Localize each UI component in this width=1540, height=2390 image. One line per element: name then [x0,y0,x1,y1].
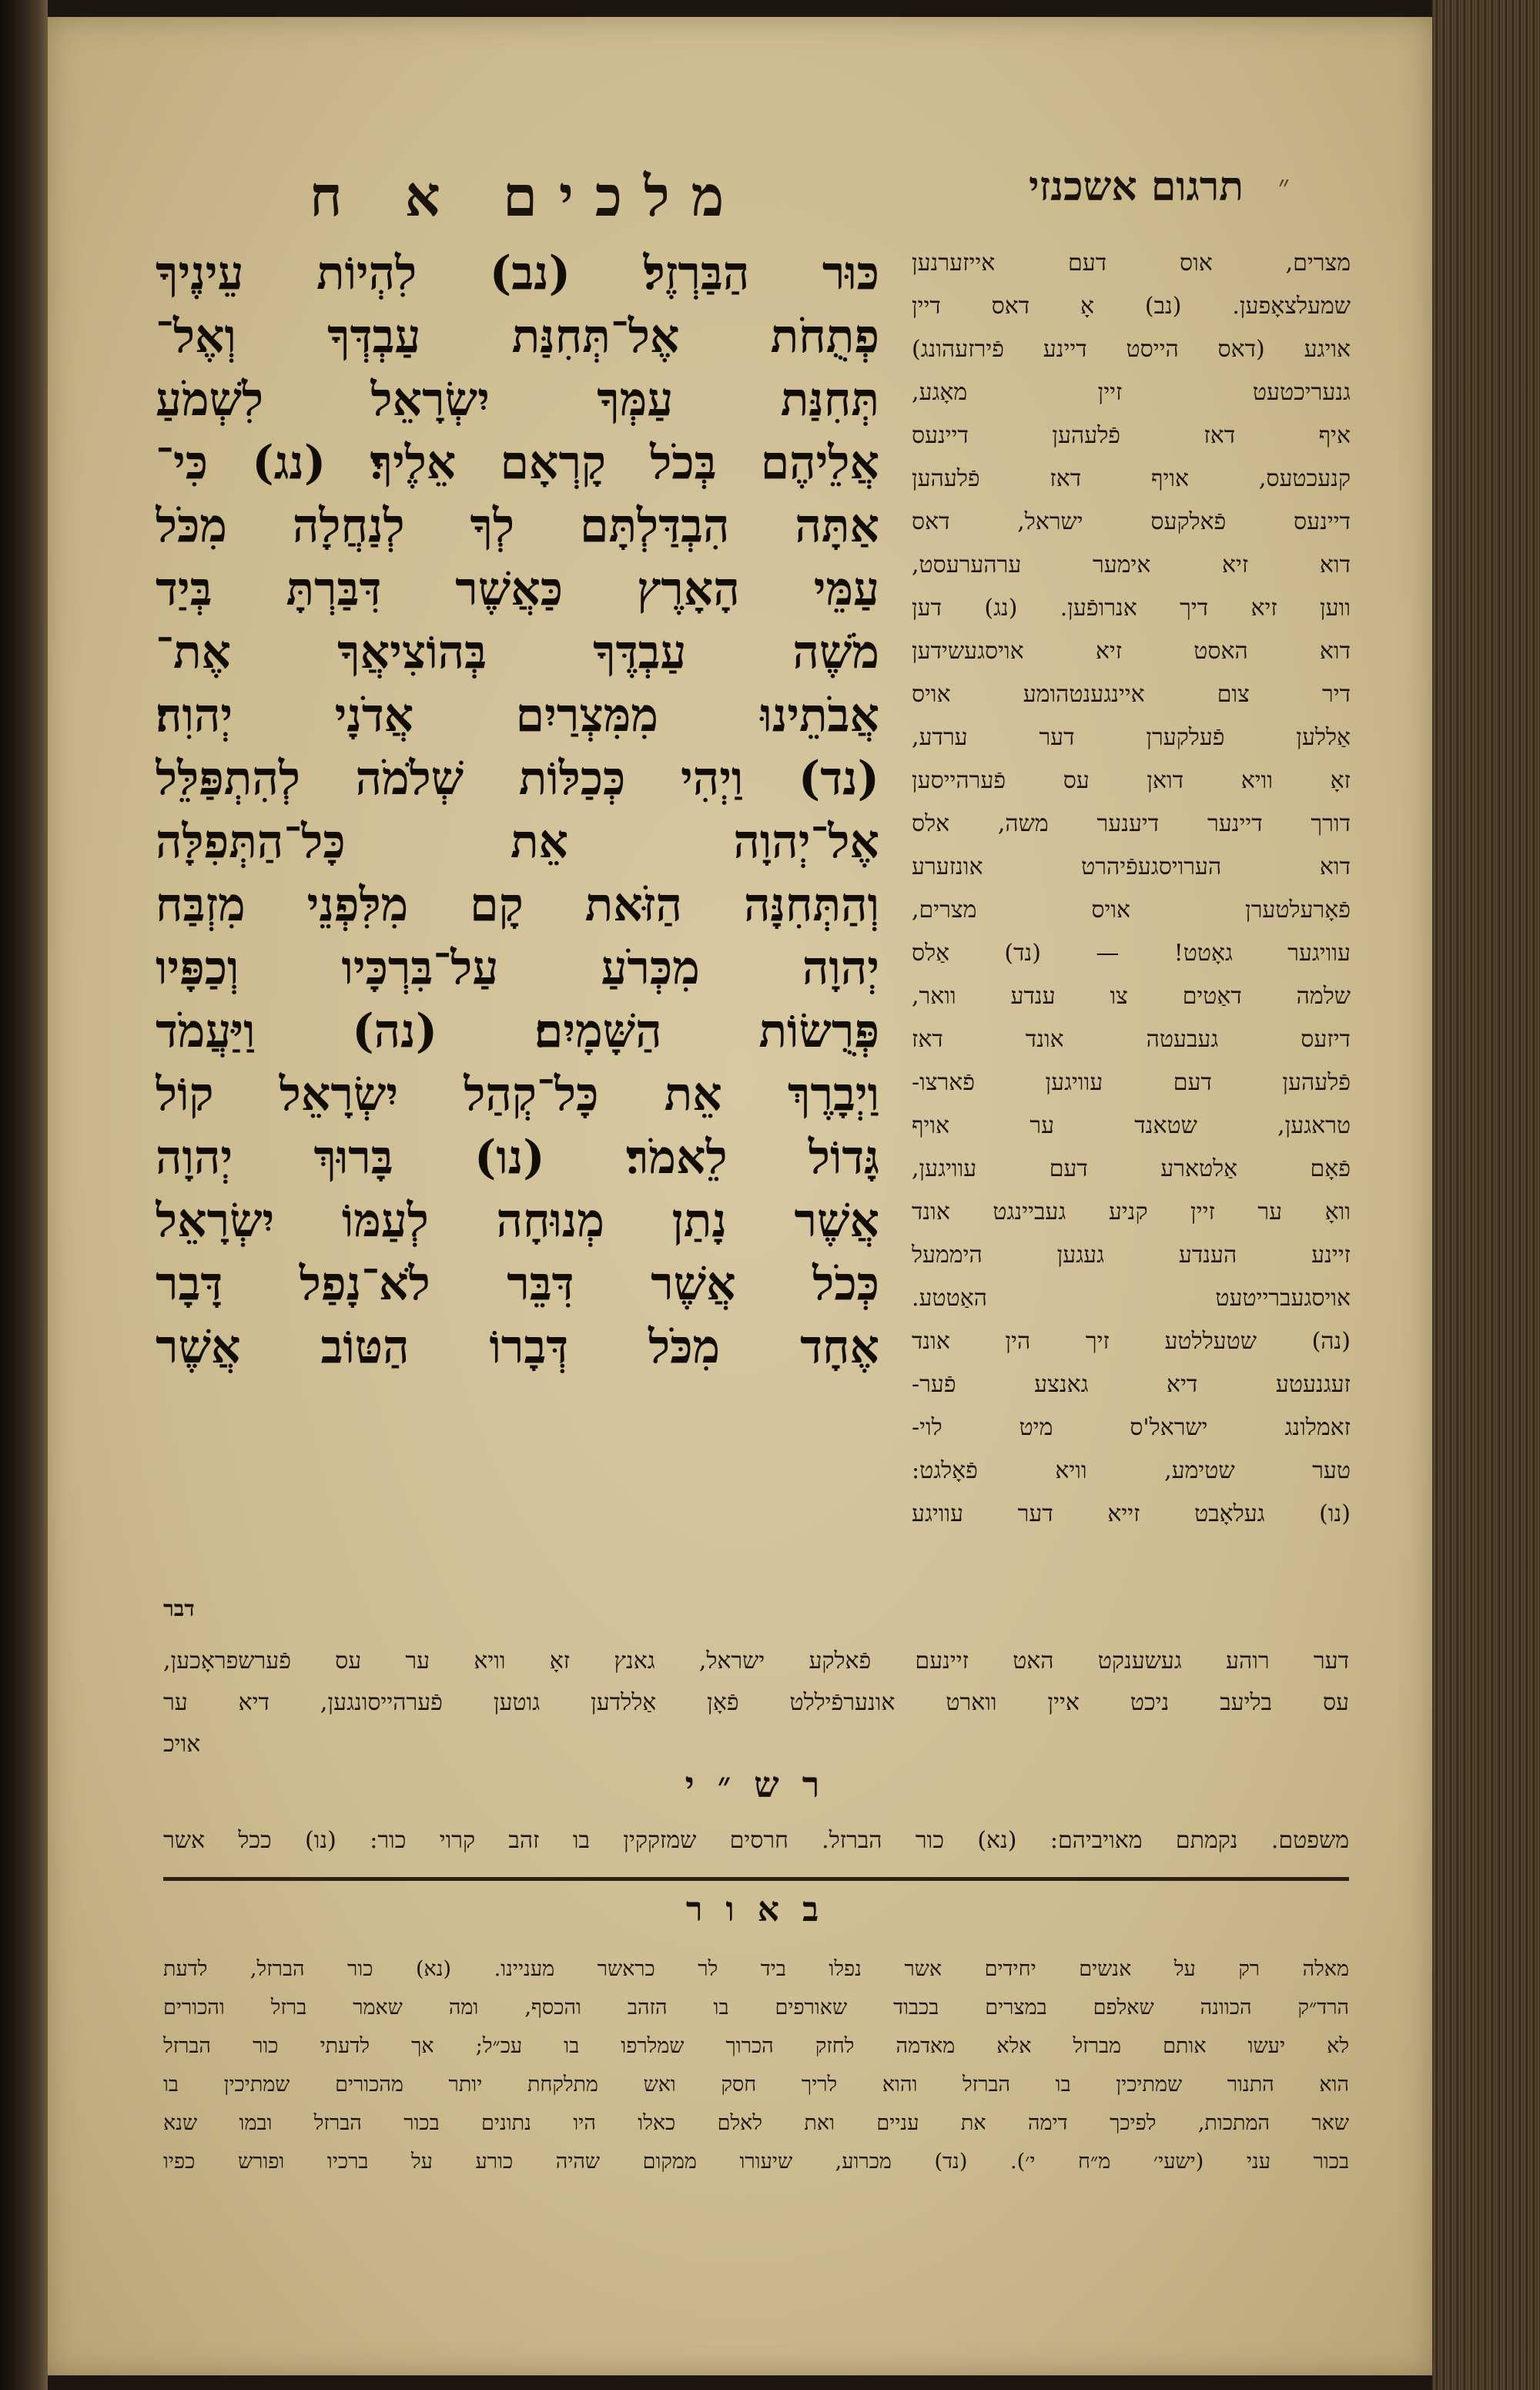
translation-line: דיזעס געבעטה אונד דאז [912,1026,1351,1053]
biur-line: הרד״ק הכוונה שאלפם במצרים בכבוד שאורפים בו הזהב והכסף, ומה שאמר ברזל והכורים [163,1996,1349,2020]
translation-line: אויגע (דאס הייסט דיינע פֿירזעהונג) [912,336,1351,363]
hebrew-text-line: יְהוָה מִכְּרֹעַ עַל־בִּרְכָּיו וְכַפָּיו [156,941,879,995]
translation-line: זאָ וויא דואן עס פֿערהייסען [912,767,1351,794]
rashi-heading: רש״י [685,1764,843,1805]
translation-line: שלמה דאַטים צו ענדע וואר, [912,983,1351,1010]
translation-line: דוא זיא אימער ערהערעסט, [912,551,1351,578]
translation-line: מצרים, אוס דעם אייזערנען [912,250,1351,277]
translation-line: קנעכטעס, אויף דאז פֿלעהען [912,465,1351,492]
translation-line: עוויגער גאָטט! — (נד) אַלס [912,940,1351,967]
translation-line: דיינעס פֿאלקעס ישראל, דאס [912,508,1351,535]
translation-line: ווען זיא דיך אנרופֿען. (נג) דען [912,595,1351,622]
translation-continuation [163,1641,1349,1765]
translation-line: פֿאָרעלטערן אויס מצרים, [912,897,1351,923]
section-divider [163,1877,1349,1881]
hebrew-text-line: תְּחִנַּת עַמְּךָ יִשְׂרָאֵל לִשְׁמֹעַ [156,373,879,427]
hebrew-text-line: עַמֵּי הָאָרֶץ כַּאֲשֶׁר דִּבַּרְתָּ בְּיַד [156,562,879,616]
hebrew-text-line: פְּרֻשׂוֹת הַשָּׁמָיִם׃ (נה) וַיַּעֲמֹד [156,1004,879,1058]
catchword: דבר [163,1596,195,1621]
translation-line: גנעריכטעט זיין מאָגע, [912,379,1351,406]
running-head-translation-title: תרגום אשכנזי [1029,163,1244,210]
hebrew-text-line: אֶחָד מִכֹּל דְּבָרוֹ הַטּוֹב אֲשֶׁר [156,1320,879,1374]
hebrew-text-line: אַתָּה הִבְדַּלְתָּם לְךָ לְנַחֲלָה מִכֹּל [156,499,879,553]
biur-line: שאר המתכות, לפיכך דימה את עניים ואת לאלם כאלו היו נתונים בכור הברזל ובמו שנא [163,2111,1349,2135]
hebrew-text-line: פְתֻחֹת אֶל־תְּחִנַּת עַבְדְּךָ וְאֶל־ [156,310,879,364]
translation-line: אויכ [163,1731,201,1758]
hebrew-text-line: (נד) וַיְהִי כְּכַלּוֹת שְׁלֹמֹה לְהִתְפַּלֵּל [156,752,879,806]
translation-line: זיינע הענדע געגען היממעל [912,1242,1351,1269]
translation-line: דוא האסט זיא אויסגעשידען [912,638,1351,665]
biur-line: מאלה רק על אנשים יחידים אשר נפלו ביד לר כראשר מעניינו. (נא) כור הברזל, לדעת [163,1957,1349,1981]
hebrew-text-line: אֲשֶׁר נָתַן מְנוּחָה לְעַמּוֹ יִשְׂרָאֵל [156,1194,879,1248]
translation-line: פֿאָם אַלטארע דעם עוויגען, [912,1155,1351,1182]
hebrew-text-column [156,242,879,1379]
biur-line: בכור עני (ישעי׳ מ״ח י׳). (נד) מכרוע, שיעורו ממקום שהיה כורע על ברכיו ופורש כפיו [163,2150,1349,2174]
running-head-book-title: מלכים א ח [310,163,746,229]
hebrew-text-line: אֲבֹתֵינוּ מִמִּצְרַיִם אֲדֹנָי יְהוִה׃ [156,689,879,742]
translation-line: טער שטימע, וויא פֿאָלגט: [912,1457,1351,1484]
hebrew-text-line: אֲלֵיהֶם בְּכֹל קָרְאָם אֵלֶיךָ׃ (נג) כִּי־ [156,436,879,490]
translation-line: טראגען, שטאנד ער אויף [912,1112,1351,1139]
hebrew-text-line: וַיְבָרֶךְ אֵת כָּל־קְהַל יִשְׂרָאֵל קוֹל [156,1068,879,1121]
translation-line: וואָ ער זיין קניע געביינגט אונד [912,1198,1351,1225]
translation-column [912,242,1351,1536]
hebrew-text-line: כְּכֹל אֲשֶׁר דִּבֵּר לֹא־נָפַל דָּבָר [156,1257,879,1311]
translation-line: איף דאז פֿלעהען דיינעס [912,422,1351,449]
translation-line: אַללען פֿעלקערן דער ערדע, [912,724,1351,751]
translation-line: דוא הערויסגעפֿיהרט אונזערע [912,853,1351,880]
hebrew-text-line: וְהַתְּחִנָּה הַזֹּאת קָם מִלִּפְנֵי מִזְבַּח [156,878,879,932]
translation-line: (נו) געלאָבט זייא דער עוויגע [912,1500,1351,1527]
corner-mark: ״ [1277,169,1290,204]
hebrew-text-line: מֹשֶׁה עַבְדֶּךָ בְּהוֹצִיאֲךָ אֶת־ [156,625,879,679]
translation-line: דורך דיינער דיענער משה, אלס [912,810,1351,837]
translation-line: פֿלעהען דעם עוויגען פֿארצו- [912,1069,1351,1096]
biur-heading: באור [685,1890,842,1929]
rashi-commentary: משפטם. נקמתם מאויביהם: (נא) כור הברזל. חרסים שמזקקין בו זהב קרוי כור: (נו) ככל אשר [163,1827,1349,1854]
paper-page [48,17,1432,2375]
biur-line: לא יעשו אותם מברזל אלא מאדמה לחזק הכרוך שמלרפו בו עכ״ל; אך לדעתי כור הברזל [163,2034,1349,2058]
hebrew-text-line: כּוּר הַבַּרְזֶל׃ (נב) לִהְיוֹת עֵינֶיךָ [156,246,879,300]
translation-line: (נה) שטעללטע זיך הין אונד [912,1328,1351,1355]
translation-line: דיר צום איינגענטהומע אויס [912,681,1351,708]
translation-line: זעגנעטע דיא גאנצע פֿער- [912,1371,1351,1398]
biur-line: הוא התנור שמתיכין בו הברזל והוא לריך חסק ואש מתלקחת יותר מהכורים שמתיכין בו [163,2073,1349,2097]
book-page-edges [1432,0,1540,2390]
biur-commentary [163,1950,1349,2181]
translation-line: עס בליעב ניכט איין ווארט אונערפֿיללט פֿאָן אַללדען גוטען פֿערהייסונגען, דיא ער [163,1689,1349,1716]
book-binding-edge [0,0,48,2390]
hebrew-text-line: אֶל־יְהוָה אֵת כָּל־הַתְּפִלָּה [156,815,879,869]
hebrew-text-line: גָּדוֹל לֵאמֹר׃ (נו) בָּרוּךְ יְהוָה [156,1131,879,1185]
translation-line: אויסגעברייטעט האַטטע. [912,1285,1351,1312]
translation-line: דער רוהע געשענקט האט זיינעם פֿאלקע ישראל, גאנץ זאָ וויא ער עס פֿערשפראָכען, [163,1648,1349,1674]
translation-line: זאמלונג ישראל'ס מיט לוי- [912,1414,1351,1441]
translation-line: שמעלצאָפען. (נב) אָ דאס דיין [912,293,1351,320]
